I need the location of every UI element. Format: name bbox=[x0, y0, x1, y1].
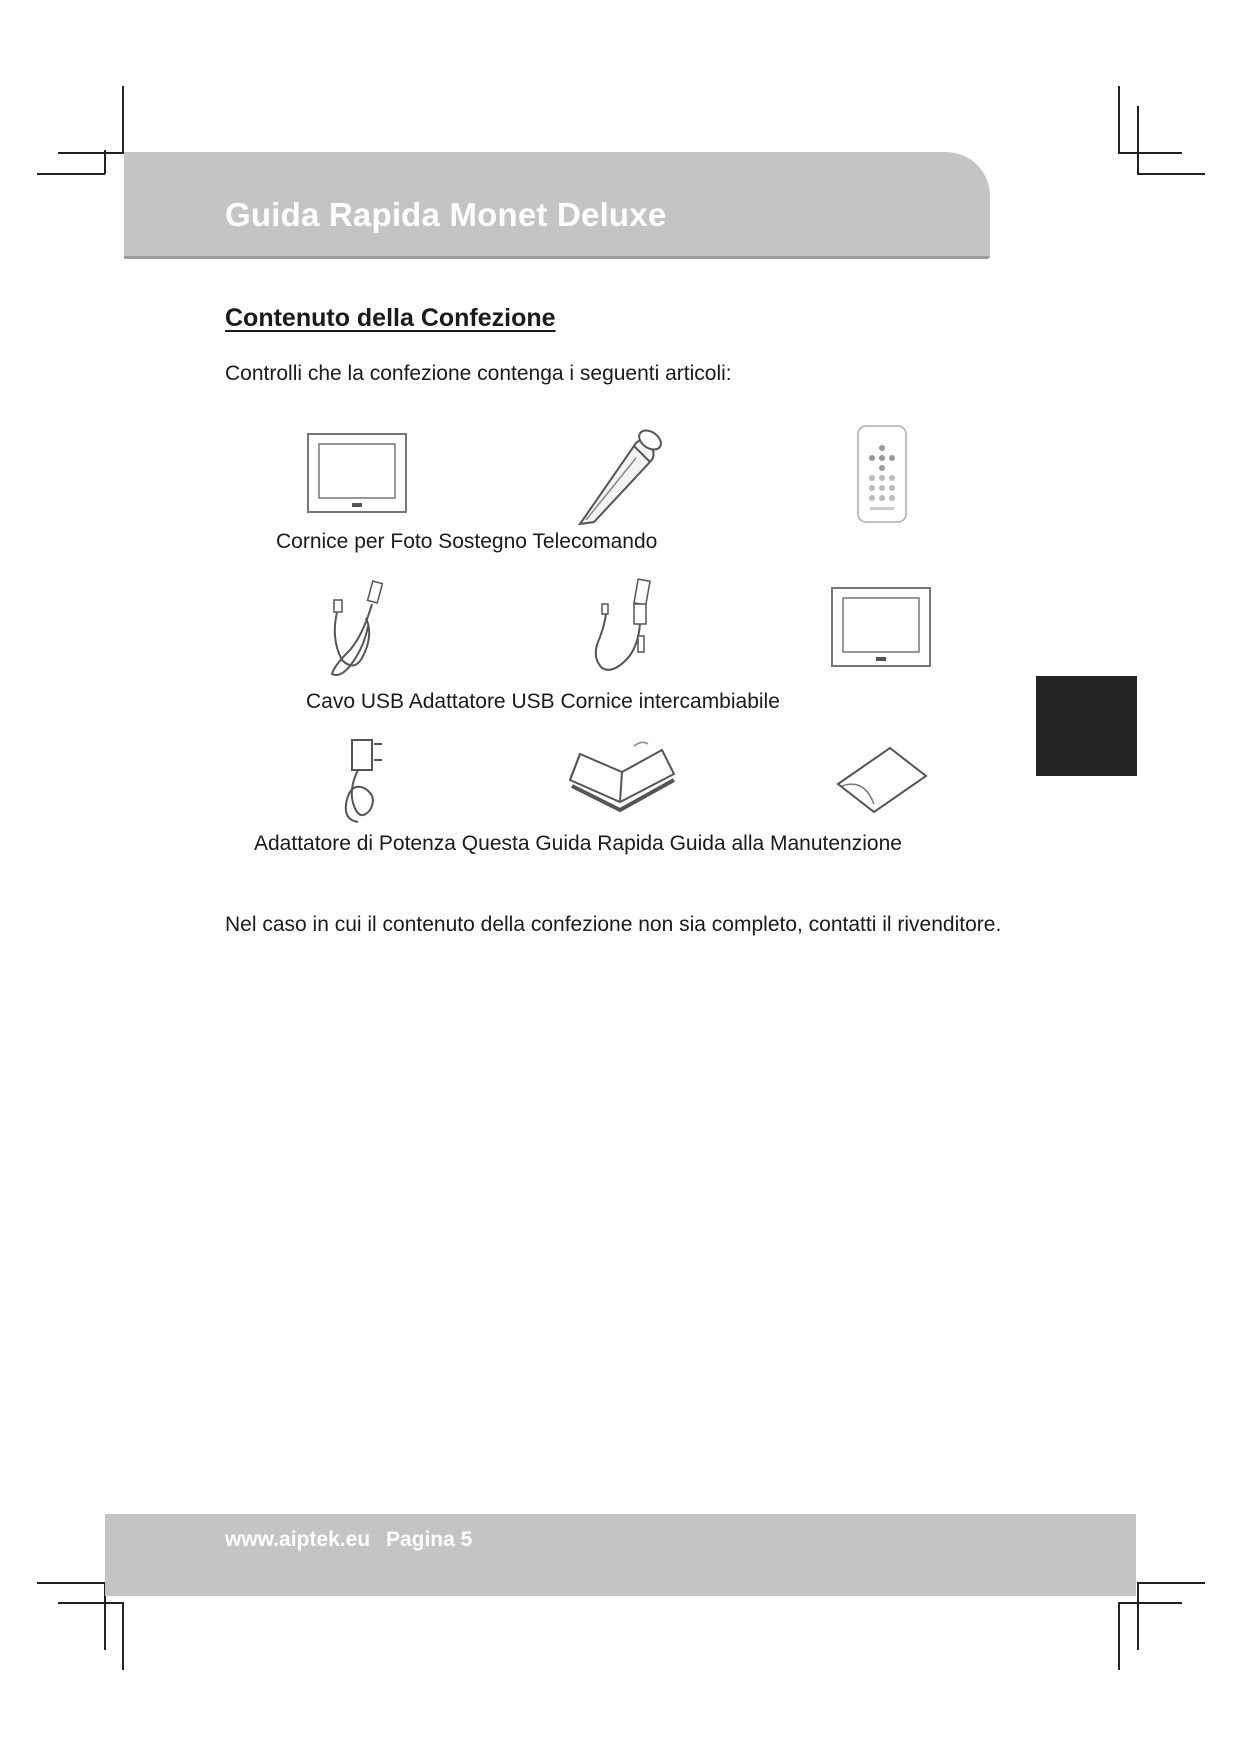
crop-mark bbox=[1118, 1602, 1120, 1670]
stand-icon bbox=[574, 428, 670, 528]
crop-mark bbox=[1137, 1582, 1205, 1584]
footer bbox=[225, 1528, 482, 1552]
crop-mark bbox=[122, 1602, 124, 1670]
section-title: Contenuto della Confezione bbox=[225, 304, 556, 332]
footer-url[interactable]: www.aiptek.eu bbox=[225, 1528, 371, 1551]
remote-control-icon bbox=[856, 424, 908, 524]
crop-mark bbox=[104, 150, 106, 174]
crop-mark bbox=[1118, 152, 1182, 154]
power-adapter-icon bbox=[328, 734, 396, 826]
caption-row-1: Cornice per Foto Sostegno Telecomando bbox=[276, 530, 658, 553]
usb-cable-icon bbox=[318, 578, 398, 680]
crop-mark bbox=[37, 1582, 105, 1584]
crop-mark bbox=[37, 173, 105, 175]
caption-row-2: Cavo USB Adattatore USB Cornice intercambiabile bbox=[306, 690, 780, 713]
intro-text: Controlli che la confezione contenga i seguenti articoli: bbox=[225, 362, 732, 385]
crop-mark bbox=[58, 1602, 122, 1604]
page-title: Guida Rapida Monet Deluxe bbox=[225, 196, 667, 233]
crop-mark bbox=[122, 86, 124, 154]
interchangeable-frame-icon bbox=[830, 586, 934, 670]
quick-guide-icon bbox=[566, 740, 678, 816]
caption-row-3: Adattatore di Potenza Questa Guida Rapida Guida alla Manutenzione bbox=[254, 832, 902, 855]
chapter-tab bbox=[1036, 676, 1137, 776]
footer-band bbox=[105, 1514, 1136, 1596]
crop-mark bbox=[1118, 86, 1120, 154]
crop-mark bbox=[1118, 1602, 1182, 1604]
crop-mark bbox=[1137, 173, 1205, 175]
crop-mark bbox=[58, 152, 122, 154]
usb-adapter-icon bbox=[578, 578, 658, 680]
crop-mark bbox=[1137, 1582, 1139, 1650]
photo-frame-icon bbox=[306, 432, 410, 516]
page-number: Pagina 5 bbox=[385, 1528, 473, 1551]
crop-mark bbox=[1137, 106, 1139, 174]
closing-note: Nel caso in cui il contenuto della confezione non sia completo, contatti il rivenditore. bbox=[225, 913, 1002, 936]
maintenance-guide-icon bbox=[834, 744, 930, 816]
